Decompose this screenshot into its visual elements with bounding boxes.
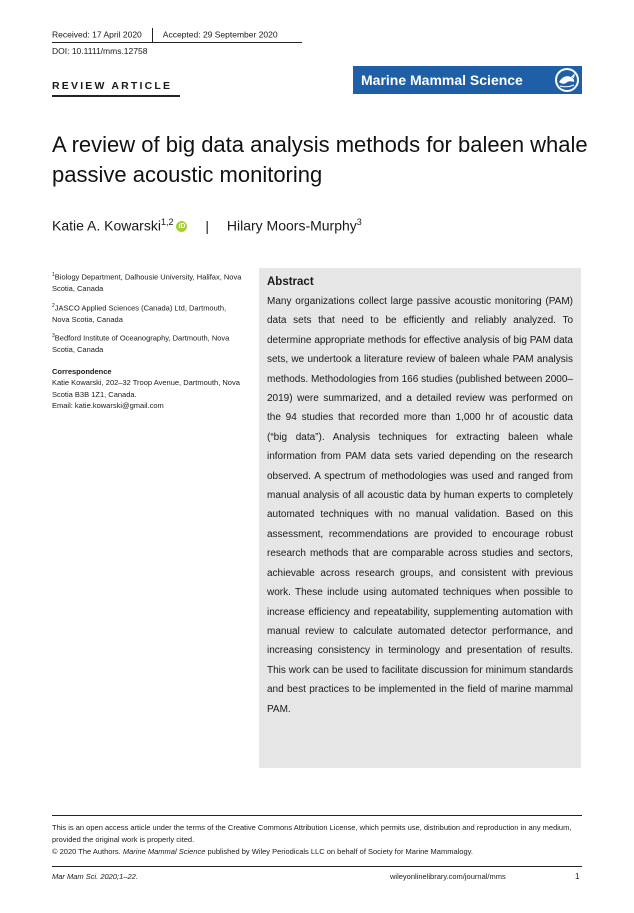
article-title: A review of big data analysis methods for baleen whale passive acoustic monitoring <box>52 132 588 187</box>
journal-logo-icon <box>554 67 580 93</box>
copyright-suffix: published by Wiley Periodicals LLC on behalf of Society for Marine Mammalogy. <box>207 847 473 856</box>
license-footer <box>52 822 582 858</box>
received-date: Received: 17 April 2020 <box>52 29 142 40</box>
article-type-underline <box>52 95 180 97</box>
author-separator: | <box>205 217 209 234</box>
author-affiliation-mark: 3 <box>356 217 362 227</box>
affiliation-text: Biology Department, Dalhousie University, Halifax, Nova Scotia, Canada <box>52 272 242 293</box>
header-rule <box>52 42 302 43</box>
journal-name: Marine Mammal Science <box>361 72 523 88</box>
affiliation <box>52 331 242 356</box>
date-divider <box>152 28 153 42</box>
orcid-icon[interactable]: iD <box>178 223 186 231</box>
affiliation-number: 1 <box>52 272 55 278</box>
copyright-journal: Marine Mammal Science <box>122 847 206 856</box>
journal-url[interactable]: wileyonlinelibrary.com/journal/mms <box>390 872 506 881</box>
affiliation <box>52 301 242 326</box>
affiliation-text: JASCO Applied Sciences (Canada) Ltd, Dartmouth, Nova Scotia, Canada <box>52 303 227 324</box>
affiliation-number: 2 <box>52 302 55 309</box>
correspondence-address: Katie Kowarski, 202–32 Troop Avenue, Dartmouth, Nova Scotia B3B 1Z1, Canada. <box>52 378 240 399</box>
abstract-text: Many organizations collect large passive acoustic monitoring (PAM) data sets that need to be efficiently and reliably analyzed. To determine appropriate methods for effective analysis of big PAM data sets, we undertook a literature review of baleen whale PAM analysis methods. Methodologies from 166 studies (published between 2000–2019) were summarized, and a detailed review was performed on the 94 studies that recorded more than 1,000 hr of acoustic data (“big data”). Analysis techniques for extracting baleen whale information from PAM data sets varied depending on the research observed. A spectrum of methodologies was used and ranged from manual analysis of all acoustic data by human experts to completely automated techniques with no manual validation. Based on this assessment, recommendations are provided to encourage robust research methods that are comparable across studies and sectors, achievable across research groups, and consistent with previous work. These include using automated techniques when possible to increase efficiency and repeatability, supplementing automation with manual review to calculate automated detector performance, and increasing consistency in terminology and presentation of results. This work can be used to facilitate discussion for minimum standards and best practices to be implemented in the field of marine mammal PAM. <box>267 296 573 715</box>
correspondence-email[interactable]: Email: katie.kowarski@gmail.com <box>52 401 164 410</box>
affiliations <box>52 270 242 412</box>
affiliation-text: Bedford Institute of Oceanography, Dartmouth, Nova Scotia, Canada <box>52 333 230 354</box>
author-affiliation-mark: 1,2 <box>160 217 174 227</box>
page-number: 1 <box>575 872 580 881</box>
bottom-rule <box>52 866 582 867</box>
doi[interactable]: DOI: 10.1111/mms.12758 <box>52 46 148 56</box>
affiliation <box>52 270 242 295</box>
journal-badge <box>353 66 582 94</box>
citation: Mar Mam Sci. 2020;1–22. <box>52 872 138 881</box>
footer-rule <box>52 815 582 816</box>
author-name[interactable]: Hilary Moors-Murphy <box>226 217 357 234</box>
correspondence-heading: Correspondence <box>52 366 112 376</box>
accepted-date: Accepted: 29 September 2020 <box>162 29 278 40</box>
article-dates <box>52 28 278 42</box>
article-type: REVIEW ARTICLE <box>52 80 173 92</box>
author-name[interactable]: Katie A. Kowarski <box>52 217 161 234</box>
affiliation-number: 3 <box>52 333 55 339</box>
copyright-line <box>52 846 582 858</box>
abstract-box <box>259 268 581 768</box>
abstract-heading: Abstract <box>267 276 314 288</box>
author-list <box>52 217 362 234</box>
copyright-prefix: © 2020 The Authors. <box>52 847 121 856</box>
license-text: This is an open access article under the terms of the Creative Commons Attribution License, which permits use, distribution and reproduction in any medium, provided the original work is properly cited. <box>52 823 572 844</box>
